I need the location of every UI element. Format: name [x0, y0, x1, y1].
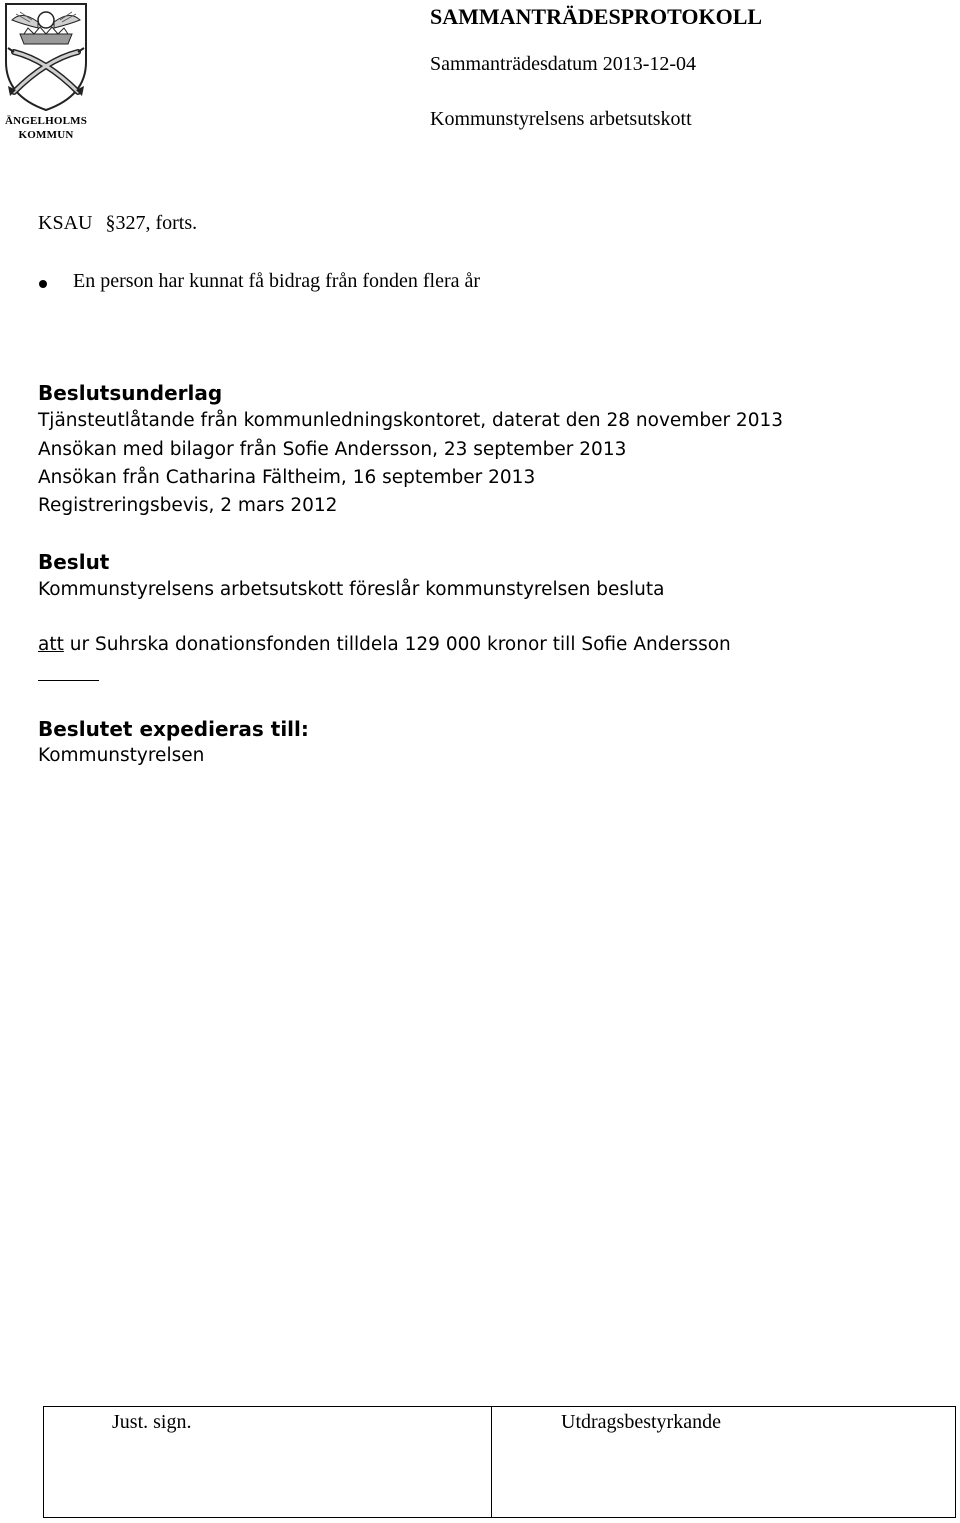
section-symbol-icon: §: [105, 212, 116, 234]
underlag-item: Tjänsteutlåtande från kommunledningskontoret, daterat den 28 november 2013: [38, 410, 784, 431]
expedieras-recipient: Kommunstyrelsen: [38, 745, 205, 766]
decision-text: ur Suhrska donationsfonden tilldela 129 000 kronor till Sofie Andersson: [63, 634, 731, 655]
just-sign-label: Just. sign.: [112, 1411, 192, 1433]
beslut-decision: [38, 634, 731, 655]
meeting-date: Sammanträdesdatum 2013-12-04: [430, 53, 697, 75]
bullet-icon: [39, 280, 47, 288]
decision-end-rule: [38, 680, 99, 681]
section-reference: [38, 212, 197, 235]
utdragsbestyrkande-label: Utdragsbestyrkande: [561, 1411, 721, 1433]
underlag-heading: Beslutsunderlag: [38, 381, 223, 405]
section-number: 327, forts.: [115, 212, 198, 234]
municipality-logo: [0, 0, 92, 145]
logo-text-line2: KOMMUN: [18, 129, 74, 141]
section-prefix: KSAU: [38, 212, 93, 234]
underlag-item: Ansökan från Catharina Fältheim, 16 september 2013: [38, 467, 536, 488]
committee-name: Kommunstyrelsens arbetsutskott: [430, 108, 692, 130]
document-title: SAMMANTRÄDESPROTOKOLL: [430, 4, 763, 29]
beslut-intro: Kommunstyrelsens arbetsutskott föreslår kommunstyrelsen besluta: [38, 579, 665, 600]
underlag-item: Ansökan med bilagor från Sofie Andersson, 23 september 2013: [38, 439, 627, 460]
coat-of-arms-icon: [0, 0, 92, 112]
underlag-item: Registreringsbevis, 2 mars 2012: [38, 495, 338, 516]
signature-table: [43, 1406, 956, 1518]
beslut-heading: Beslut: [38, 550, 110, 574]
expedieras-heading: Beslutet expedieras till:: [38, 717, 309, 741]
att-word: att: [38, 634, 64, 655]
logo-text-line1: ÄNGELHOLMS: [4, 115, 88, 127]
signature-divider: [491, 1407, 492, 1517]
bullet-text: En person har kunnat få bidrag från fonden flera år: [73, 270, 481, 292]
